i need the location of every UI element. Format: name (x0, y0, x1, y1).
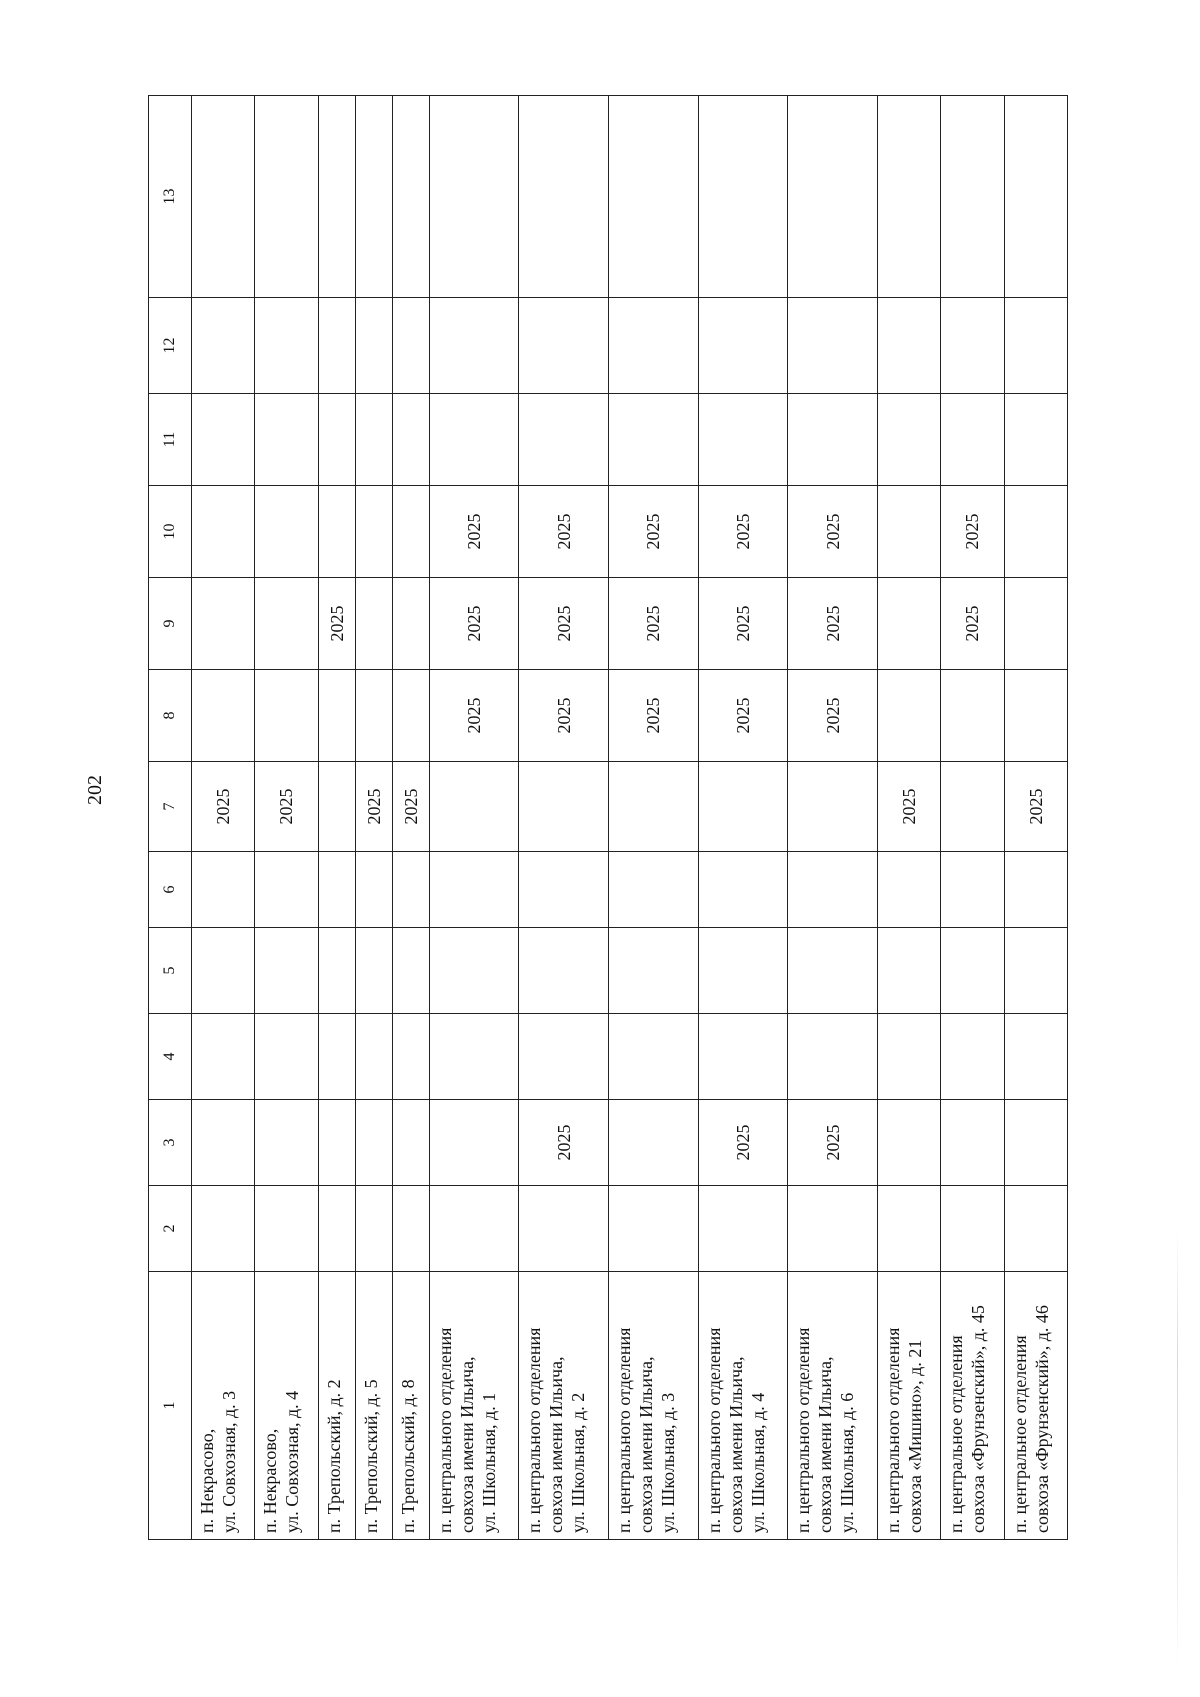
year-cell (255, 96, 318, 298)
year-cell (609, 1100, 699, 1186)
year-cell: 2025 (1004, 762, 1067, 852)
year-cell (609, 852, 699, 928)
year-cell (355, 394, 392, 486)
year-cell (355, 928, 392, 1014)
year-cell (255, 928, 318, 1014)
year-cell (429, 762, 519, 852)
year-cell (941, 1186, 1004, 1272)
year-cell (192, 96, 255, 298)
year-cell: 2025 (698, 486, 788, 578)
year-cell (355, 1100, 392, 1186)
table-row (877, 96, 940, 1540)
year-cell: 2025 (318, 578, 355, 670)
table-row (941, 96, 1004, 1540)
year-cell (788, 928, 878, 1014)
table-row (429, 96, 519, 1540)
year-cell (429, 1014, 519, 1100)
year-cell (255, 1100, 318, 1186)
year-cell (355, 486, 392, 578)
table-container (148, 96, 1068, 1540)
year-cell: 2025 (609, 486, 699, 578)
page-number: 202 (84, 775, 106, 805)
column-header-5: 5 (149, 928, 192, 1014)
address-cell: п. центрального отделения совхоза имени Ильича, ул. Школьная, д. 4 (698, 1272, 788, 1540)
year-cell (429, 298, 519, 394)
table-row (355, 96, 392, 1540)
column-header-7: 7 (149, 762, 192, 852)
year-cell (318, 928, 355, 1014)
year-cell (698, 1014, 788, 1100)
year-cell (941, 670, 1004, 762)
year-cell (519, 298, 609, 394)
table-row (392, 96, 429, 1540)
year-cell (1004, 486, 1067, 578)
column-header-10: 10 (149, 486, 192, 578)
year-cell (698, 852, 788, 928)
year-cell (941, 1100, 1004, 1186)
year-cell (255, 394, 318, 486)
column-header-1: 1 (149, 1272, 192, 1540)
year-cell (519, 394, 609, 486)
year-cell (392, 852, 429, 928)
year-cell (192, 1014, 255, 1100)
year-cell (941, 928, 1004, 1014)
year-cell (1004, 1186, 1067, 1272)
year-cell: 2025 (788, 670, 878, 762)
year-cell (318, 1100, 355, 1186)
year-cell (941, 394, 1004, 486)
year-cell (392, 928, 429, 1014)
table-row (1004, 96, 1067, 1540)
year-cell (941, 298, 1004, 394)
table-body (192, 96, 1068, 1540)
year-cell (392, 96, 429, 298)
year-cell: 2025 (355, 762, 392, 852)
address-cell: п. центрального отделения совхоза «Мишино», д. 21 (877, 1272, 940, 1540)
year-cell: 2025 (609, 670, 699, 762)
year-cell: 2025 (429, 578, 519, 670)
year-cell (941, 1014, 1004, 1100)
year-cell (1004, 1100, 1067, 1186)
year-cell (788, 1014, 878, 1100)
table-row (255, 96, 318, 1540)
year-cell (788, 852, 878, 928)
year-cell (355, 852, 392, 928)
year-cell (392, 394, 429, 486)
year-cell: 2025 (429, 486, 519, 578)
year-cell (318, 298, 355, 394)
year-cell (255, 1186, 318, 1272)
year-cell (1004, 394, 1067, 486)
year-cell (429, 1100, 519, 1186)
address-cell: п. центрального отделения совхоза имени Ильича, ул. Школьная, д. 1 (429, 1272, 519, 1540)
year-cell (788, 394, 878, 486)
year-cell (318, 670, 355, 762)
year-cell (429, 394, 519, 486)
year-cell: 2025 (519, 578, 609, 670)
year-cell: 2025 (192, 762, 255, 852)
address-cell: п. Некрасово, ул. Совхозная, д. 3 (192, 1272, 255, 1540)
schedule-table (148, 95, 1068, 1540)
year-cell (1004, 670, 1067, 762)
year-cell (788, 96, 878, 298)
year-cell (698, 96, 788, 298)
year-cell (429, 928, 519, 1014)
year-cell (609, 762, 699, 852)
year-cell (355, 1014, 392, 1100)
address-cell: п. центральное отделения совхоза «Фрунзенский», д. 45 (941, 1272, 1004, 1540)
year-cell (429, 96, 519, 298)
year-cell (318, 96, 355, 298)
year-cell (877, 578, 940, 670)
year-cell (519, 928, 609, 1014)
column-header-11: 11 (149, 394, 192, 486)
year-cell (941, 762, 1004, 852)
year-cell (355, 578, 392, 670)
year-cell (355, 298, 392, 394)
column-header-13: 13 (149, 96, 192, 298)
year-cell (609, 298, 699, 394)
year-cell (318, 486, 355, 578)
column-header-2: 2 (149, 1186, 192, 1272)
year-cell (1004, 1014, 1067, 1100)
year-cell (609, 1186, 699, 1272)
year-cell (318, 1186, 355, 1272)
year-cell (877, 670, 940, 762)
year-cell (788, 298, 878, 394)
year-cell (519, 1186, 609, 1272)
year-cell (192, 486, 255, 578)
scan-artifact-line (1177, 1230, 1178, 1670)
year-cell (255, 852, 318, 928)
year-cell (519, 762, 609, 852)
year-cell (255, 578, 318, 670)
column-header-6: 6 (149, 852, 192, 928)
year-cell (877, 298, 940, 394)
year-cell: 2025 (519, 670, 609, 762)
year-cell: 2025 (392, 762, 429, 852)
year-cell (698, 928, 788, 1014)
column-header-4: 4 (149, 1014, 192, 1100)
year-cell (355, 96, 392, 298)
year-cell: 2025 (788, 486, 878, 578)
year-cell: 2025 (877, 762, 940, 852)
year-cell (429, 852, 519, 928)
address-cell: п. Трепольский, д. 2 (318, 1272, 355, 1540)
year-cell (192, 928, 255, 1014)
address-cell: п. Трепольский, д. 8 (392, 1272, 429, 1540)
year-cell (698, 394, 788, 486)
year-cell (392, 1014, 429, 1100)
year-cell (392, 1186, 429, 1272)
year-cell (609, 1014, 699, 1100)
year-cell (519, 96, 609, 298)
year-cell (788, 1186, 878, 1272)
year-cell (698, 298, 788, 394)
year-cell: 2025 (788, 1100, 878, 1186)
year-cell (698, 762, 788, 852)
year-cell: 2025 (698, 578, 788, 670)
year-cell (1004, 852, 1067, 928)
address-cell: п. центрального отделения совхоза имени Ильича, ул. Школьная, д. 6 (788, 1272, 878, 1540)
table-row (609, 96, 699, 1540)
year-cell (877, 394, 940, 486)
year-cell (877, 928, 940, 1014)
address-cell: п. Некрасово, ул. Совхозная, д. 4 (255, 1272, 318, 1540)
year-cell (192, 1100, 255, 1186)
year-cell (255, 486, 318, 578)
year-cell (609, 394, 699, 486)
address-cell: п. Трепольский, д. 5 (355, 1272, 392, 1540)
year-cell (192, 1186, 255, 1272)
year-cell (941, 852, 1004, 928)
year-cell (318, 762, 355, 852)
year-cell (877, 852, 940, 928)
year-cell (392, 670, 429, 762)
table-row (318, 96, 355, 1540)
year-cell (392, 1100, 429, 1186)
year-cell: 2025 (519, 486, 609, 578)
table-row (788, 96, 878, 1540)
table-row (192, 96, 255, 1540)
year-cell: 2025 (941, 486, 1004, 578)
year-cell (877, 1186, 940, 1272)
year-cell: 2025 (941, 578, 1004, 670)
year-cell (519, 852, 609, 928)
year-cell (355, 670, 392, 762)
year-cell (255, 298, 318, 394)
year-cell (192, 394, 255, 486)
year-cell: 2025 (609, 578, 699, 670)
column-header-12: 12 (149, 298, 192, 394)
year-cell: 2025 (788, 578, 878, 670)
table-header-row (149, 96, 192, 1540)
year-cell: 2025 (519, 1100, 609, 1186)
year-cell (877, 1014, 940, 1100)
year-cell (609, 928, 699, 1014)
year-cell (429, 1186, 519, 1272)
year-cell (877, 486, 940, 578)
year-cell (609, 96, 699, 298)
year-cell (392, 486, 429, 578)
year-cell (941, 96, 1004, 298)
year-cell (788, 762, 878, 852)
year-cell (698, 1186, 788, 1272)
year-cell (392, 578, 429, 670)
year-cell (1004, 928, 1067, 1014)
column-header-9: 9 (149, 578, 192, 670)
year-cell (255, 670, 318, 762)
year-cell (318, 394, 355, 486)
year-cell (318, 852, 355, 928)
year-cell (318, 1014, 355, 1100)
year-cell (877, 1100, 940, 1186)
year-cell (192, 670, 255, 762)
column-header-8: 8 (149, 670, 192, 762)
year-cell (192, 852, 255, 928)
address-cell: п. центральное отделения совхоза «Фрунзенский», д. 46 (1004, 1272, 1067, 1540)
column-header-3: 3 (149, 1100, 192, 1186)
year-cell (255, 1014, 318, 1100)
year-cell (1004, 578, 1067, 670)
year-cell (877, 96, 940, 298)
year-cell (1004, 298, 1067, 394)
year-cell (355, 1186, 392, 1272)
year-cell (192, 298, 255, 394)
year-cell (392, 298, 429, 394)
address-cell: п. центрального отделения совхоза имени Ильича, ул. Школьная, д. 3 (609, 1272, 699, 1540)
address-cell: п. центрального отделения совхоза имени Ильича, ул. Школьная, д. 2 (519, 1272, 609, 1540)
year-cell: 2025 (429, 670, 519, 762)
table-row (698, 96, 788, 1540)
table-row (519, 96, 609, 1540)
year-cell: 2025 (698, 1100, 788, 1186)
year-cell (519, 1014, 609, 1100)
year-cell: 2025 (698, 670, 788, 762)
year-cell: 2025 (255, 762, 318, 852)
year-cell (1004, 96, 1067, 298)
year-cell (192, 578, 255, 670)
